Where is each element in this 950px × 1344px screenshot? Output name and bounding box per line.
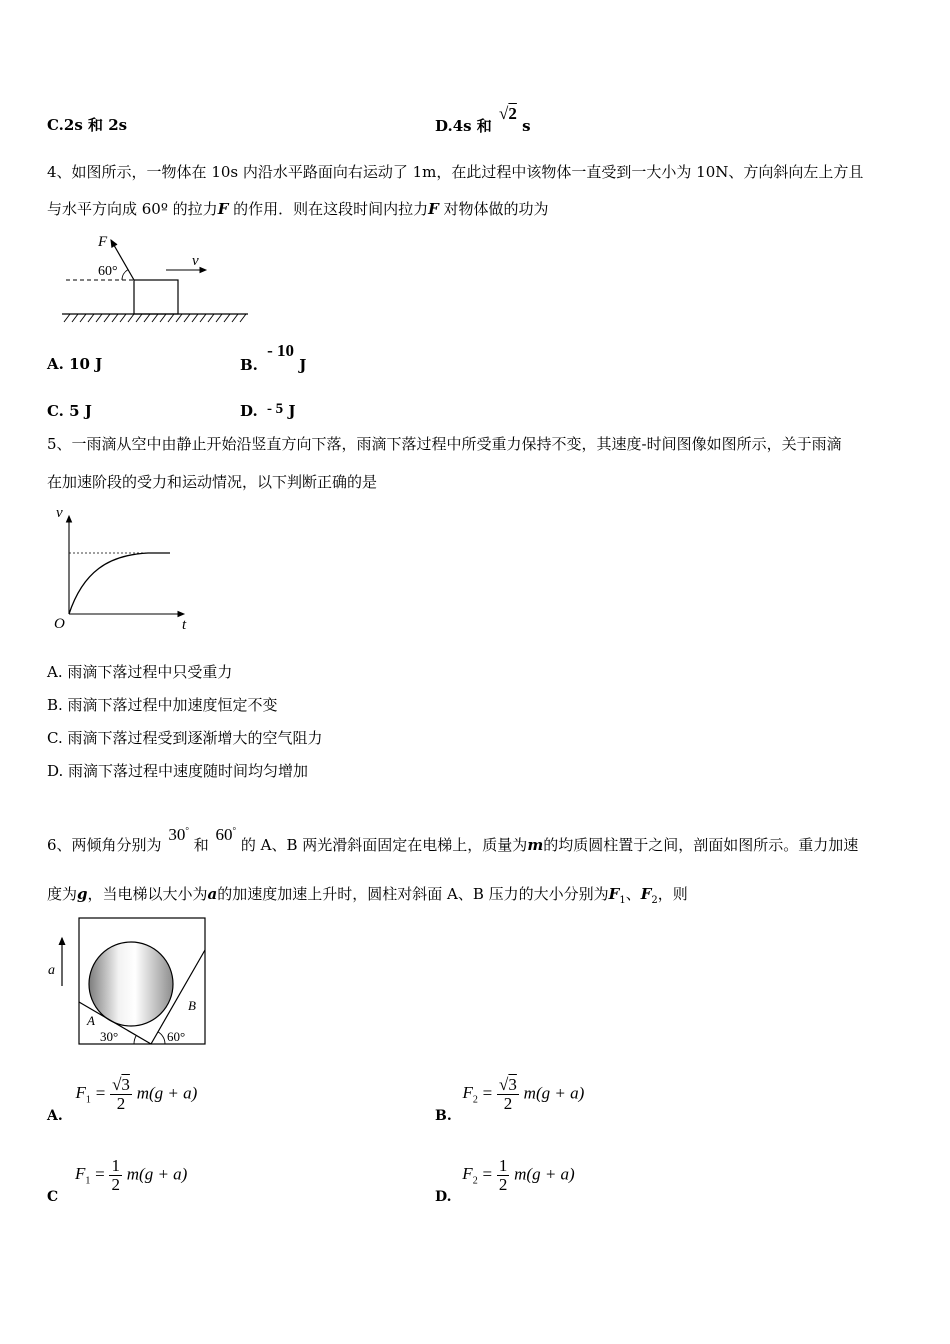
q6-fig-B: B — [188, 998, 196, 1013]
q4-option-a: A. 10 J — [47, 355, 103, 373]
q5-option-c: C. 雨滴下落过程受到逐渐增大的空气阻力 — [47, 729, 323, 747]
q4-stem-line1: 4、如图所示，一物体在 10s 内沿水平路面向右运动了 1m，在此过程中该物体一直受到一大小为 10N、方向斜向左上方且 — [47, 163, 864, 181]
q4-force-diagram — [60, 228, 260, 328]
q6-fig-30: 30° — [100, 1029, 119, 1044]
q6-option-a: A. $F_1$ = $\frac{√3}{2}$ m(g + a) — [47, 1075, 198, 1125]
q5-fig-v: v — [56, 505, 63, 521]
q4-option-b: B. - 10 J — [240, 341, 307, 374]
q5-fig-t: t — [182, 617, 187, 633]
q4-option-c: C. 5 J — [47, 402, 92, 420]
q4-stem-line2: 与水平方向成 60º 的拉力F 的作用．则在这段时间内拉力F 对物体做的功为 — [47, 200, 549, 218]
q6-stem-line1: 6、两倾角分别为 30° 和 60° 的 A、B 两光滑斜面固定在电梯上，质量为m的均质圆柱置于之间，剖面如图所示。重力加速 — [47, 825, 859, 854]
q4-fig-F: F — [98, 234, 108, 250]
q3-option-c: C.2s 和 2s — [47, 116, 128, 134]
q4-fig-v: v — [192, 253, 199, 269]
q6-fig-A: A — [87, 1013, 95, 1028]
q4-option-d: D. - 5 J — [240, 401, 296, 420]
q6-option-c: C $F_1$ = $\frac{1}{2}$ m(g + a) — [47, 1156, 188, 1206]
q6-option-b: B. $F_2$ = $\frac{√3}{2}$ m(g + a) — [435, 1075, 585, 1125]
q6-cylinder-diagram — [44, 914, 214, 1049]
q5-stem-line1: 5、一雨滴从空中由静止开始沿竖直方向下落，雨滴下落过程中所受重力保持不变，其速度-时间图像如图所示，关于雨滴 — [47, 435, 842, 453]
q5-option-b: B. 雨滴下落过程中加速度恒定不变 — [47, 696, 278, 714]
q6-stem-line2: 度为g，当电梯以大小为a的加速度加速上升时，圆柱对斜面 A、B 压力的大小分别为$F_1$、$F_2$，则 — [47, 885, 688, 906]
q6-fig-a: a — [48, 963, 55, 978]
q5-option-d: D. 雨滴下落过程中速度随时间均匀增加 — [47, 762, 309, 780]
q4-fig-angle: 60° — [98, 264, 118, 279]
q6-fig-60: 60° — [167, 1029, 186, 1044]
q5-fig-origin: O — [54, 616, 65, 632]
q5-velocity-time-graph — [48, 502, 198, 632]
q5-stem-line2: 在加速阶段的受力和运动情况，以下判断正确的是 — [47, 473, 378, 491]
q6-option-d: D. $F_2$ = $\frac{1}{2}$ m(g + a) — [435, 1156, 575, 1206]
q3-option-d: D.4s 和 √2 s — [435, 104, 531, 135]
q5-option-a: A. 雨滴下落过程中只受重力 — [47, 663, 233, 681]
